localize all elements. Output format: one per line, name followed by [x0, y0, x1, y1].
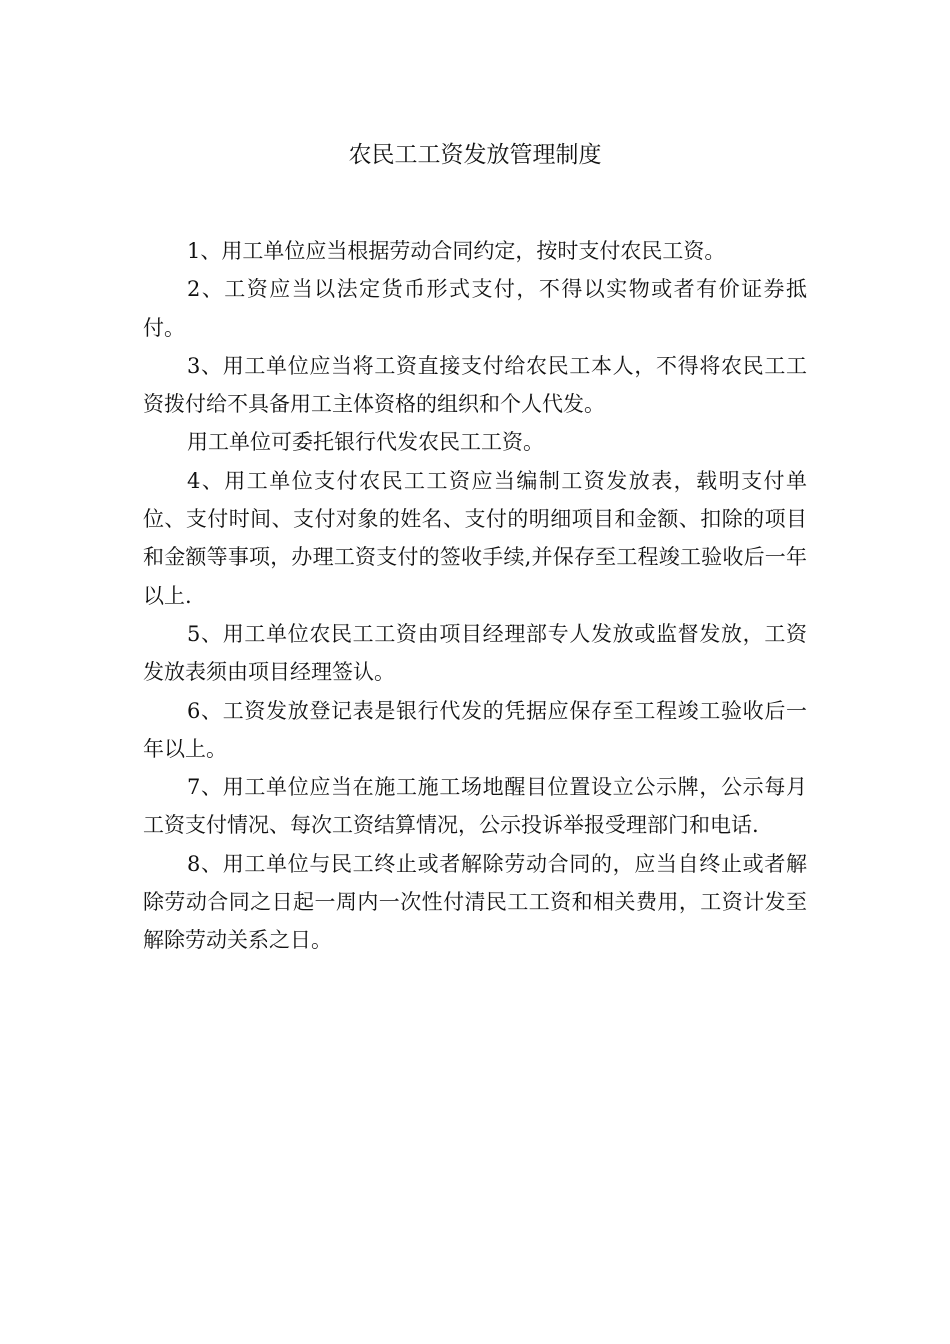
document-body: [143, 232, 807, 960]
paragraph-7: 7、用工单位应当在施工施工场地醒目位置设立公示牌，公示每月工资支付情况、每次工资结算情况，公示投诉举报受理部门和电话.: [143, 775, 807, 838]
paragraph-8: 8、用工单位与民工终止或者解除劳动合同的，应当自终止或者解除劳动合同之日起一周内一次性付清民工工资和相关费用，工资计发至解除劳动关系之日。: [143, 851, 807, 953]
paragraph-1: 1、用工单位应当根据劳动合同约定，按时支付农民工资。: [187, 239, 726, 263]
paragraph-6: 6、工资发放登记表是银行代发的凭据应保存至工程竣工验收后一年以上。: [143, 698, 807, 761]
paragraph-2: 2、工资应当以法定货币形式支付，不得以实物或者有价证券抵付。: [143, 277, 807, 340]
paragraph-3: 3、用工单位应当将工资直接支付给农民工本人，不得将农民工工资拨付给不具备用工主体资格的组织和个人代发。: [143, 353, 807, 417]
paragraph-3-note: 用工单位可委托银行代发农民工工资。: [187, 430, 544, 455]
paragraph-4: 4、用工单位支付农民工工资应当编制工资发放表，载明支付单位、支付时间、支付对象的姓名、支付的明细项目和金额、扣除的项目和金额等事项，办理工资支付的签收手续,并保存至工程竣工验收后一年以上.: [143, 468, 807, 608]
document-title: 农民工工资发放管理制度: [348, 142, 602, 168]
paragraph-5: 5、用工单位农民工工资由项目经理部专人发放或监督发放，工资发放表须由项目经理签认。: [143, 621, 807, 685]
